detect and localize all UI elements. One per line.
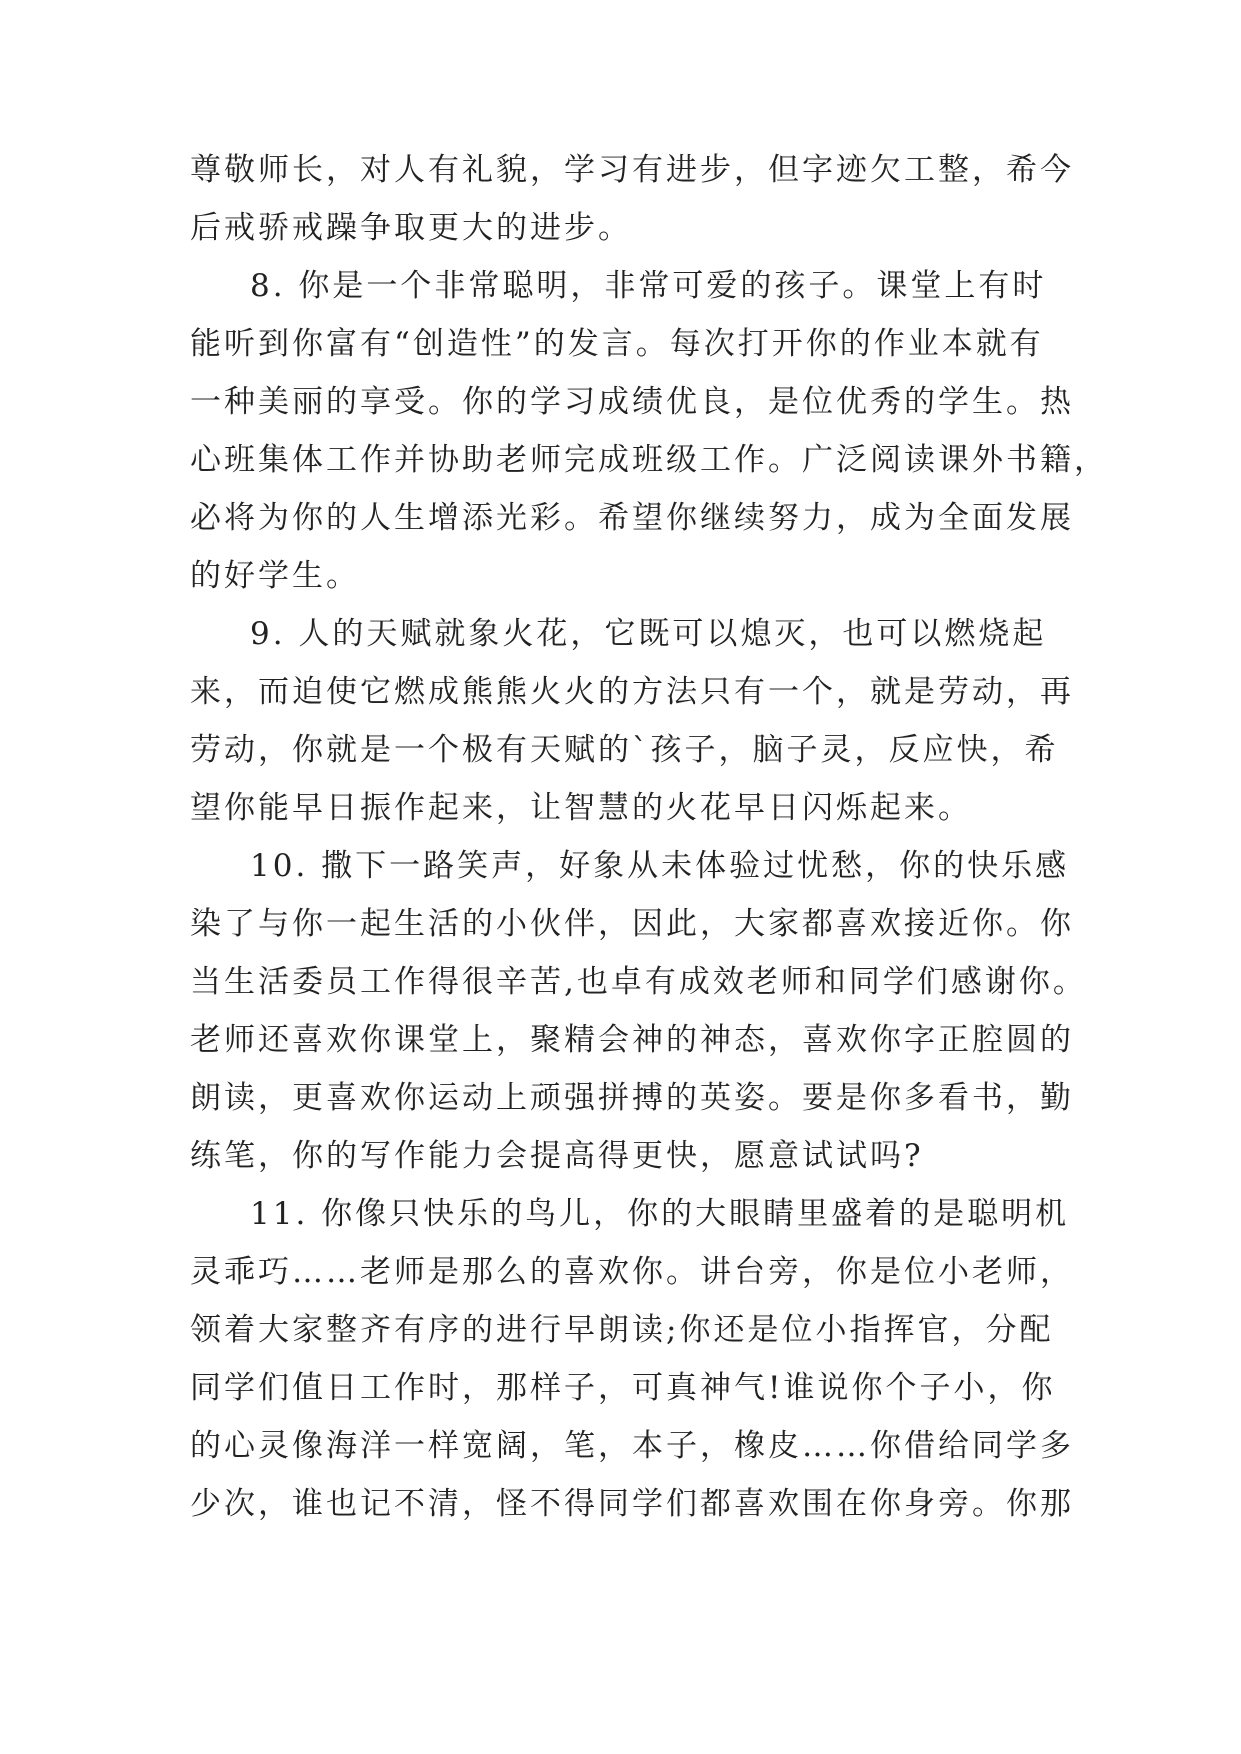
text-line: 尊敬师长，对人有礼貌，学习有进步，但字迹欠工整，希今	[190, 152, 1074, 188]
text-line: 来，而迫使它燃成熊熊火火的方法只有一个，就是劳动，再	[190, 674, 1074, 710]
paragraph-start-9: 9. 人的天赋就象火花，它既可以熄灭，也可以燃烧起	[250, 616, 1047, 652]
text-line: 领着大家整齐有序的进行早朗读;你还是位小指挥官，分配	[190, 1312, 1054, 1348]
text-line: 练笔，你的写作能力会提高得更快，愿意试试吗?	[190, 1138, 924, 1174]
text-line: 的心灵像海洋一样宽阔，笔，本子，橡皮……你借给同学多	[190, 1428, 1074, 1464]
text-line: 染了与你一起生活的小伙伴，因此，大家都喜欢接近你。你	[190, 906, 1074, 942]
text-line: 当生活委员工作得很辛苦,也卓有成效老师和同学们感谢你。	[190, 964, 1087, 1000]
text-line: 少次，谁也记不清，怪不得同学们都喜欢围在你身旁。你那	[190, 1486, 1074, 1522]
text-line: 灵乖巧……老师是那么的喜欢你。讲台旁，你是位小老师，	[190, 1254, 1074, 1290]
text-line: 后戒骄戒躁争取更大的进步。	[190, 210, 632, 246]
text-line: 同学们值日工作时，那样子，可真神气!谁说你个子小，你	[190, 1370, 1056, 1406]
text-line: 劳动，你就是一个极有天赋的`孩子，脑子灵，反应快，希	[190, 732, 1059, 768]
paragraph-start-10: 10. 撒下一路笑声，好象从未体验过忧愁，你的快乐感	[250, 848, 1070, 884]
text-line: 老师还喜欢你课堂上，聚精会神的神态，喜欢你字正腔圆的	[190, 1022, 1074, 1058]
paragraph-start-11: 11. 你像只快乐的鸟儿，你的大眼睛里盛着的是聪明机	[250, 1196, 1070, 1232]
text-line: 心班集体工作并协助老师完成班级工作。广泛阅读课外书籍，	[190, 442, 1108, 478]
text-line: 必将为你的人生增添光彩。希望你继续努力，成为全面发展	[190, 500, 1074, 536]
text-line: 的好学生。	[190, 558, 360, 594]
text-line: 能听到你富有“创造性”的发言。每次打开你的作业本就有	[190, 326, 1044, 362]
text-line: 望你能早日振作起来，让智慧的火花早日闪烁起来。	[190, 790, 972, 826]
paragraph-start-8: 8. 你是一个非常聪明，非常可爱的孩子。课堂上有时	[250, 268, 1047, 304]
text-line: 一种美丽的享受。你的学习成绩优良，是位优秀的学生。热	[190, 384, 1074, 420]
text-line: 朗读，更喜欢你运动上顽强拼搏的英姿。要是你多看书，勤	[190, 1080, 1074, 1116]
